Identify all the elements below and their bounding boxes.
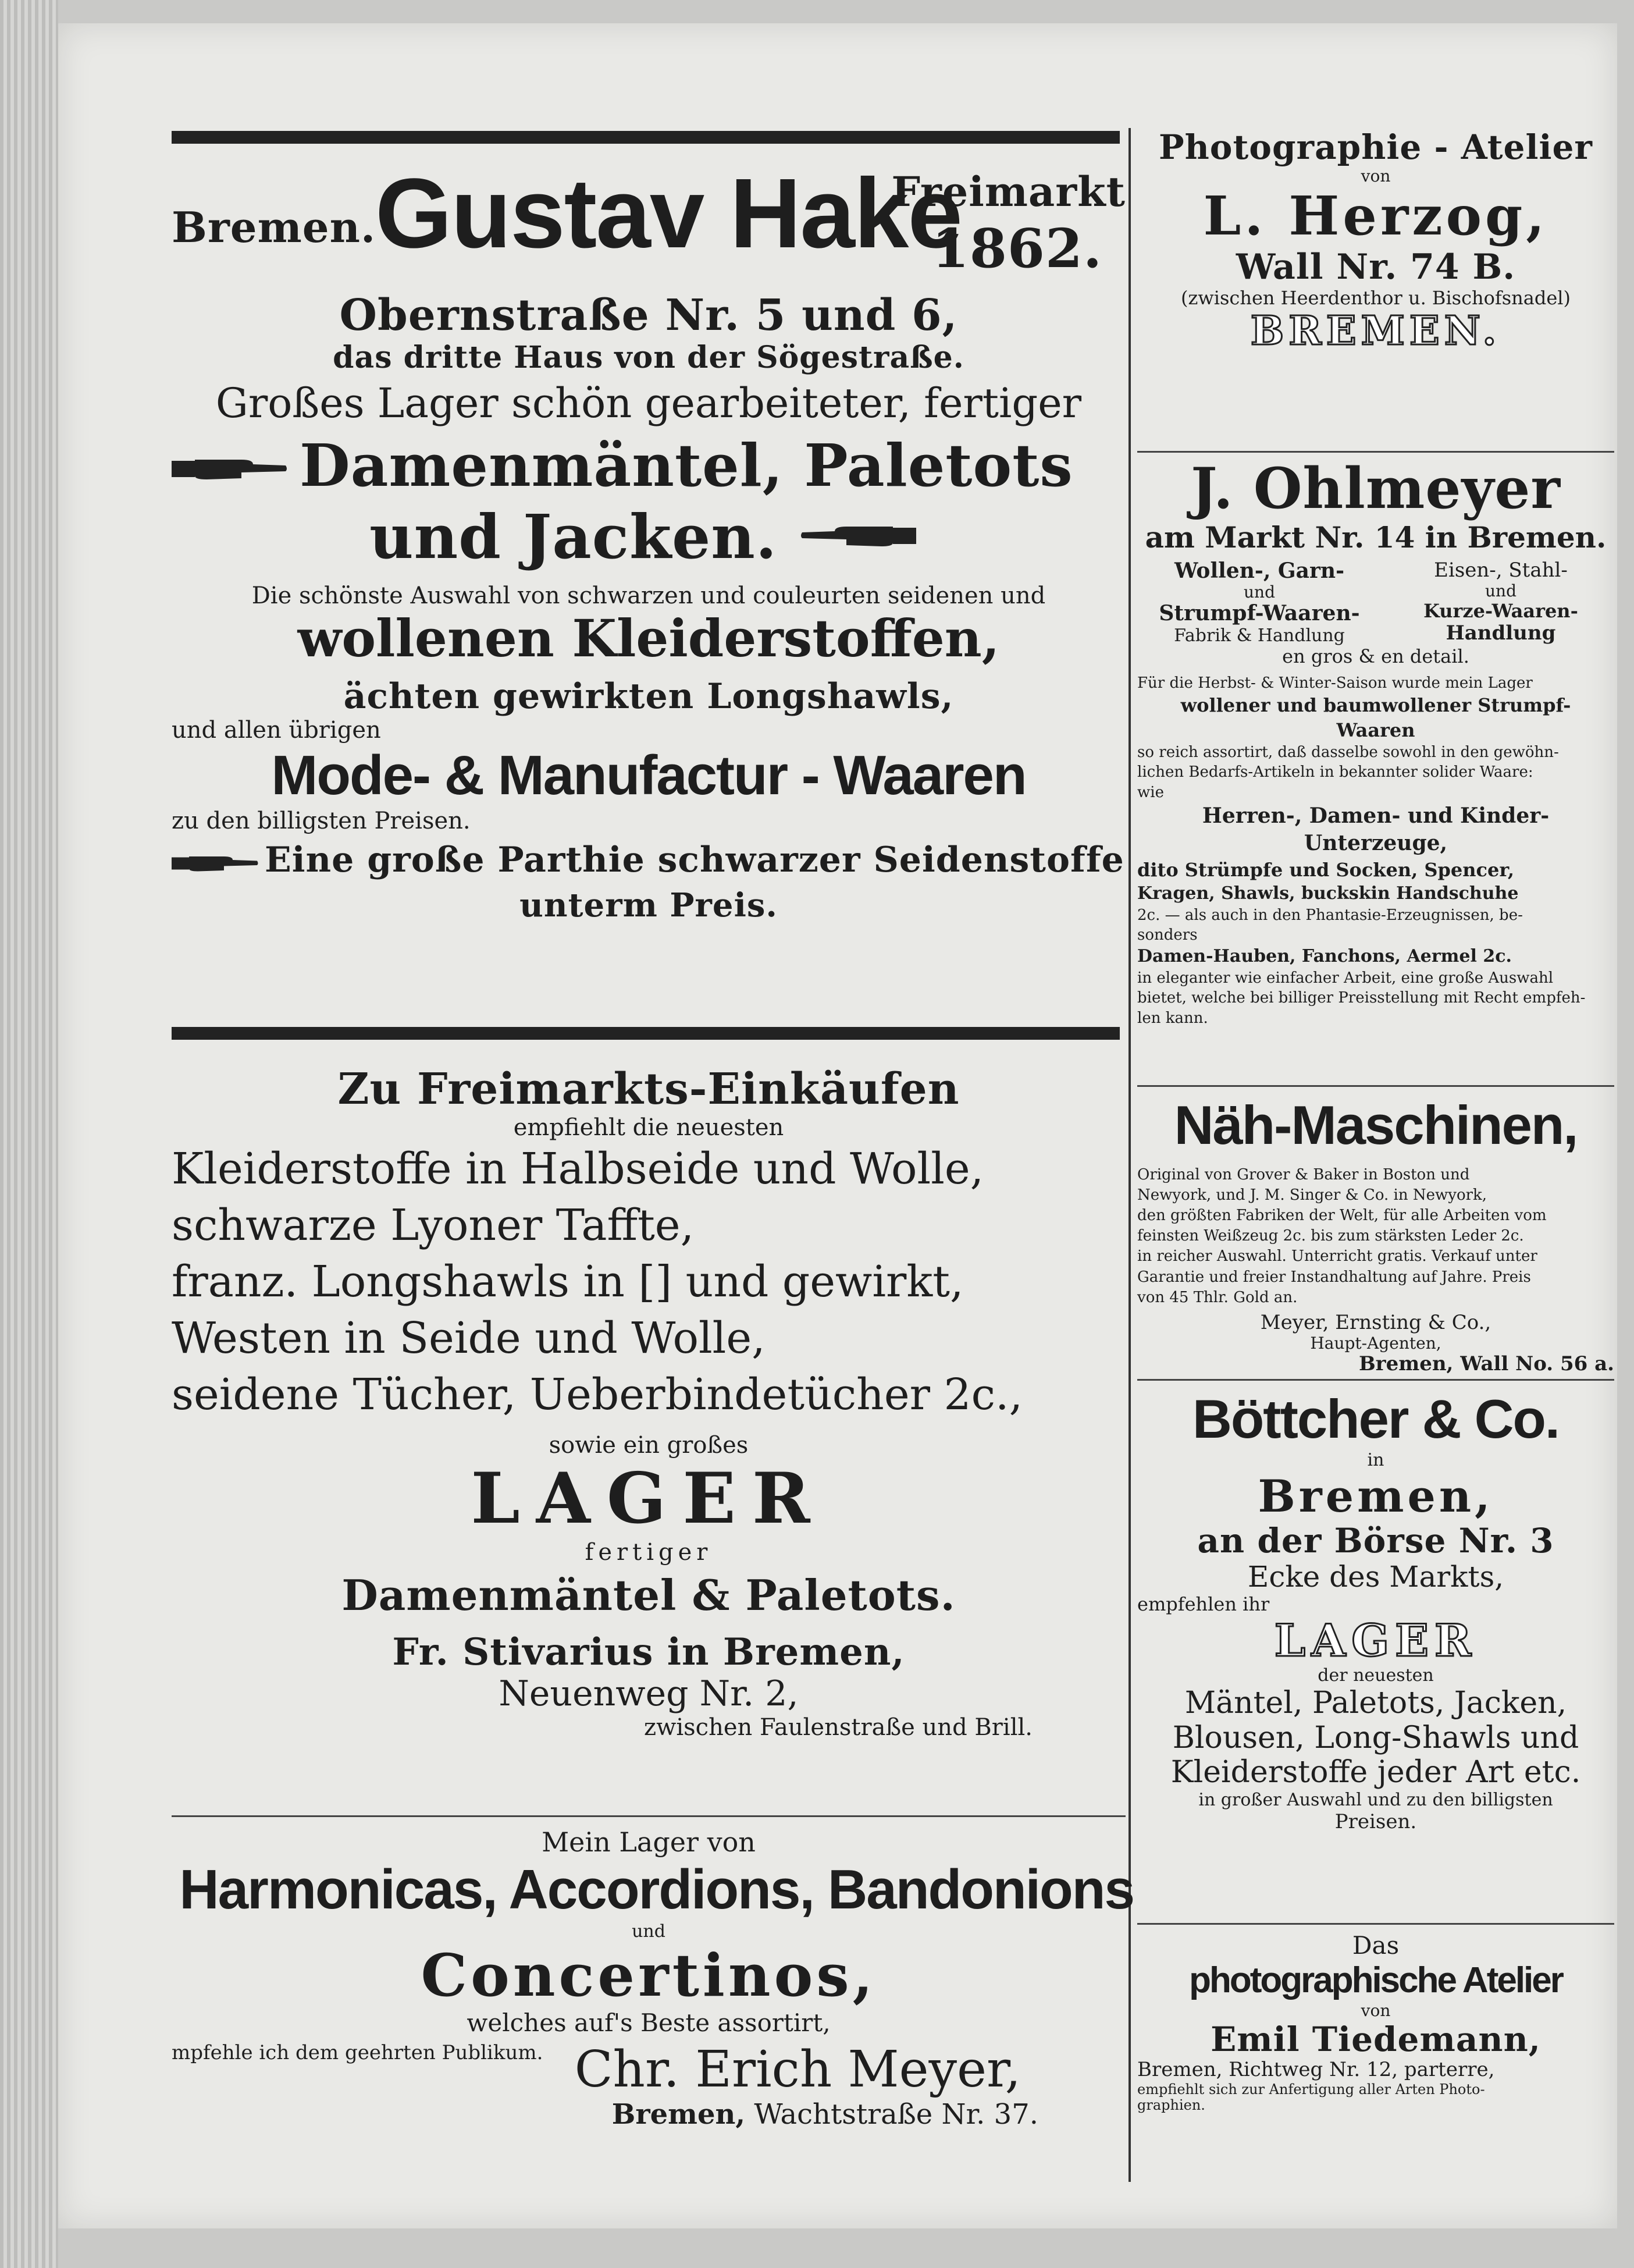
stivarius-addr2: zwischen Faulenstraße und Brill. (644, 1714, 1033, 1741)
hake-bottom-rule (172, 1027, 1120, 1040)
meyer-l8-l9 (172, 2099, 1126, 2131)
right-rule-2 (1137, 1085, 1614, 1087)
stivarius-item: schwarze Lyoner Taffte, (172, 1200, 695, 1251)
stivarius-sub: empfiehlt die neuesten (513, 1114, 784, 1142)
herzog-l1: Photographie - Atelier (1159, 127, 1593, 167)
stivarius-item: Kleiderstoffe in Halbseide und Wolle, (172, 1144, 984, 1195)
hake-line4: Die schönste Auswahl von schwarzen und couleurten seidenen und (251, 582, 1046, 610)
boettcher-l9: Mäntel, Paletots, Jacken, (1184, 1685, 1567, 1720)
boettcher-l3: Bremen, (1258, 1470, 1494, 1522)
hake-line9: zu den billigsten Preisen. (172, 807, 471, 834)
hake-line7: und allen übrigen (172, 716, 381, 744)
tiedemann-ad (1137, 1932, 1614, 2114)
stivarius-lager: LAGER (471, 1457, 827, 1540)
page-edge (0, 0, 58, 2268)
hake-line5: wollenen Kleiderstoffen, (297, 608, 1000, 669)
ohlmeyer-t3: Waaren (1336, 719, 1415, 741)
stivarius-item: franz. Longshawls in [] und gewirkt, (172, 1257, 964, 1307)
ohlmeyer-c2d: Handlung (1446, 621, 1556, 645)
ohlmeyer-t1: Für die Herbst- & Winter-Saison wurde mein Lager (1137, 674, 1533, 692)
right-rule-3 (1137, 1379, 1614, 1381)
boettcher-l12: in großer Auswahl und zu den billigsten (1198, 1790, 1553, 1811)
stivarius-item: seidene Tücher, Ueberbindetücher 2c., (172, 1370, 1023, 1420)
herzog-l5: (zwischen Heerdenthor u. Bischofsnadel) (1181, 286, 1571, 309)
hake-line8: Mode- & Manufactur - Waaren (271, 744, 1026, 806)
newspaper-page (58, 23, 1617, 2228)
ohlmeyer-t8: Unterzeuge, (1304, 831, 1448, 856)
ohlmeyer-t5: lichen Bedarfs-Artikeln in bekannter solider Waare: (1137, 763, 1533, 781)
ohlmeyer-ad (1137, 457, 1614, 1028)
tiedemann-l5: Bremen, Richtweg Nr. 12, parterre, (1137, 2058, 1495, 2082)
ohlmeyer-name: J. Ohlmeyer (1191, 456, 1561, 521)
naeh-t4: feinsten Weißzeug 2c. bis zum stärksten Leder 2c. (1137, 1227, 1524, 1245)
ohlmeyer-c1d: Fabrik & Handlung (1174, 625, 1345, 646)
tiedemann-l3: von (1361, 2000, 1391, 2020)
hake-year: 1862. (931, 217, 1102, 280)
meyer-ad (172, 1826, 1134, 2131)
naeh-t9: Haupt-Agenten, (1310, 1333, 1441, 1353)
ohlmeyer-c1a: Wollen-, Garn- (1174, 558, 1345, 583)
naeh-title: Näh-Maschinen, (1174, 1094, 1578, 1156)
boettcher-l10: Blousen, Long-Shawls und (1172, 1720, 1579, 1755)
hake-line10: Eine große Parthie schwarzer Seidenstoffe (265, 839, 1124, 880)
ohlmeyer-t2: wollener und baumwollener Strumpf- (1180, 694, 1571, 717)
hake-line1: Großes Lager schön gearbeiteter, fertiger (215, 379, 1082, 427)
meyer-l6: mpfehle ich dem geehrten Publikum. (172, 2041, 543, 2065)
boettcher-l5: Ecke des Markts, (1247, 1559, 1504, 1594)
ohlmeyer-t4: so reich assortirt, daß dasselbe sowohl in den gewöhn- (1137, 743, 1559, 761)
meyer-l4: Concertinos, (421, 1940, 877, 2010)
naeh-t10: Bremen, Wall No. 56 a. (1358, 1352, 1614, 1376)
ohlmeyer-t13: Damen-Hauben, Fanchons, Aermel 2c. (1137, 946, 1512, 967)
ohlmeyer-t7: Herren-, Damen- und Kinder- (1202, 803, 1550, 828)
hake-line2: Damenmäntel, Paletots (300, 431, 1073, 500)
right-rule-4 (1137, 1923, 1614, 1925)
hake-address: Obernstraße Nr. 5 und 6, (339, 290, 958, 340)
ohlmeyer-t15: bietet, welche bei billiger Preisstellung mit Recht empfeh- (1137, 989, 1586, 1007)
naeh-t6: Garantie und freier Instandhaltung auf Jahre. Preis (1137, 1268, 1531, 1286)
meyer-l3: und (632, 1921, 665, 1942)
boettcher-ad (1137, 1388, 1614, 1833)
meyer-l2: Harmonicas, Accordions, Bandonions (179, 1858, 1134, 1921)
stivarius-damen: Damenmäntel & Paletots. (341, 1570, 956, 1620)
stivarius-sowie: sowie ein großes (549, 1431, 749, 1459)
boettcher-l13: Preisen. (1334, 1810, 1417, 1833)
ohlmeyer-c1b: und (1244, 582, 1275, 602)
boettcher-l8: der neuesten (1318, 1665, 1434, 1686)
pointing-hand-icon (800, 520, 916, 552)
tiedemann-l2: photographische Atelier (1189, 1960, 1562, 2001)
boettcher-l7: LAGER (1274, 1614, 1478, 1666)
hake-name: Gustav Hake (375, 158, 962, 269)
naeh-t3: den größten Fabriken der Welt, für alle Arbeiten vom (1137, 1207, 1547, 1225)
pointing-hand-icon (172, 847, 259, 880)
ohlmeyer-t11: 2c. — als auch in den Phantasie-Erzeugnissen, be- (1137, 906, 1523, 924)
naeh-t2: Newyork, und J. M. Singer & Co. in Newyork, (1137, 1186, 1487, 1204)
hake-line6: ächten gewirkten Longshawls, (343, 676, 954, 717)
meyer-l9: Wachtstraße Nr. 37. (754, 2098, 1038, 2131)
tiedemann-l1: Das (1352, 1931, 1400, 1960)
top-rule (172, 131, 1120, 144)
hake-line11: unterm Preis. (519, 886, 778, 925)
boettcher-l4: an der Börse Nr. 3 (1197, 1520, 1554, 1560)
herzog-l4: Wall Nr. 74 B. (1236, 246, 1516, 287)
stivarius-firm: Fr. Stivarius in Bremen, (392, 1630, 905, 1675)
hake-ad (172, 151, 1126, 1059)
stivarius-ad (172, 1065, 1126, 1741)
herzog-ad (1137, 128, 1614, 354)
meyer-l5: welches auf's Beste assortirt, (467, 2008, 831, 2037)
boettcher-l1: Böttcher & Co. (1192, 1388, 1559, 1449)
tiedemann-l7: graphien. (1137, 2097, 1205, 2114)
boettcher-l6: empfehlen ihr (1137, 1593, 1270, 1616)
ohlmeyer-c2b: und (1485, 581, 1516, 600)
ohlmeyer-t6: wie (1137, 783, 1164, 801)
ohlmeyer-addr: am Markt Nr. 14 in Bremen. (1145, 520, 1607, 555)
tiedemann-l6: empfiehlt sich zur Anfertigung aller Arten Photo- (1137, 2081, 1485, 2098)
ohlmeyer-t10: Kragen, Shawls, buckskin Handschuhe (1137, 883, 1519, 904)
hake-address2: das dritte Haus von der Sögestraße. (333, 340, 964, 376)
herzog-l3: L. Herzog, (1203, 184, 1548, 247)
ohlmeyer-gros: en gros & en detail. (1282, 645, 1469, 668)
pointing-hand-icon (172, 453, 288, 485)
naeh-t1: Original von Grover & Baker in Boston und (1137, 1166, 1470, 1184)
stivarius-bottom-rule (172, 1815, 1126, 1817)
stivarius-fertiger: fertiger (585, 1538, 713, 1566)
hake-city: Bremen. (172, 202, 376, 252)
right-rule-1 (1137, 451, 1614, 453)
meyer-l8: Bremen, (611, 2098, 746, 2131)
ohlmeyer-c1c: Strumpf-Waaren- (1159, 601, 1360, 626)
hake-fair: Freimarkt (891, 168, 1126, 216)
tiedemann-l4: Emil Tiedemann, (1211, 2019, 1541, 2059)
ohlmeyer-c2c: Kurze-Waaren- (1423, 600, 1578, 623)
stivarius-addr: Neuenweg Nr. 2, (499, 1673, 799, 1714)
hake-line3: und Jacken. (369, 501, 778, 573)
meyer-l1: Mein Lager von (542, 1826, 756, 1858)
boettcher-l2: in (1367, 1450, 1384, 1471)
naeh-t5: in reicher Auswahl. Unterricht gratis. Verkauf unter (1137, 1247, 1537, 1265)
naeh-t8: Meyer, Ernsting & Co., (1260, 1310, 1491, 1334)
herzog-l2: von (1361, 166, 1391, 186)
boettcher-l11: Kleiderstoffe jeder Art etc. (1170, 1755, 1581, 1790)
meyer-l7: Chr. Erich Meyer, (574, 2041, 1021, 2099)
ohlmeyer-c2a: Eisen-, Stahl- (1434, 558, 1568, 582)
stivarius-item: Westen in Seide und Wolle, (172, 1313, 766, 1364)
ohlmeyer-t16: len kann. (1137, 1009, 1208, 1027)
ohlmeyer-t14: in eleganter wie einfacher Arbeit, eine große Auswahl (1137, 969, 1554, 987)
naeh-ad (1137, 1094, 1614, 1375)
ohlmeyer-t9: dito Strümpfe und Socken, Spencer, (1137, 858, 1514, 881)
ohlmeyer-t12: sonders (1137, 926, 1198, 944)
stivarius-head: Zu Freimarkts-Einkäufen (337, 1064, 960, 1114)
herzog-l6: BREMEN. (1250, 308, 1501, 355)
naeh-t7: von 45 Thlr. Gold an. (1137, 1288, 1298, 1306)
